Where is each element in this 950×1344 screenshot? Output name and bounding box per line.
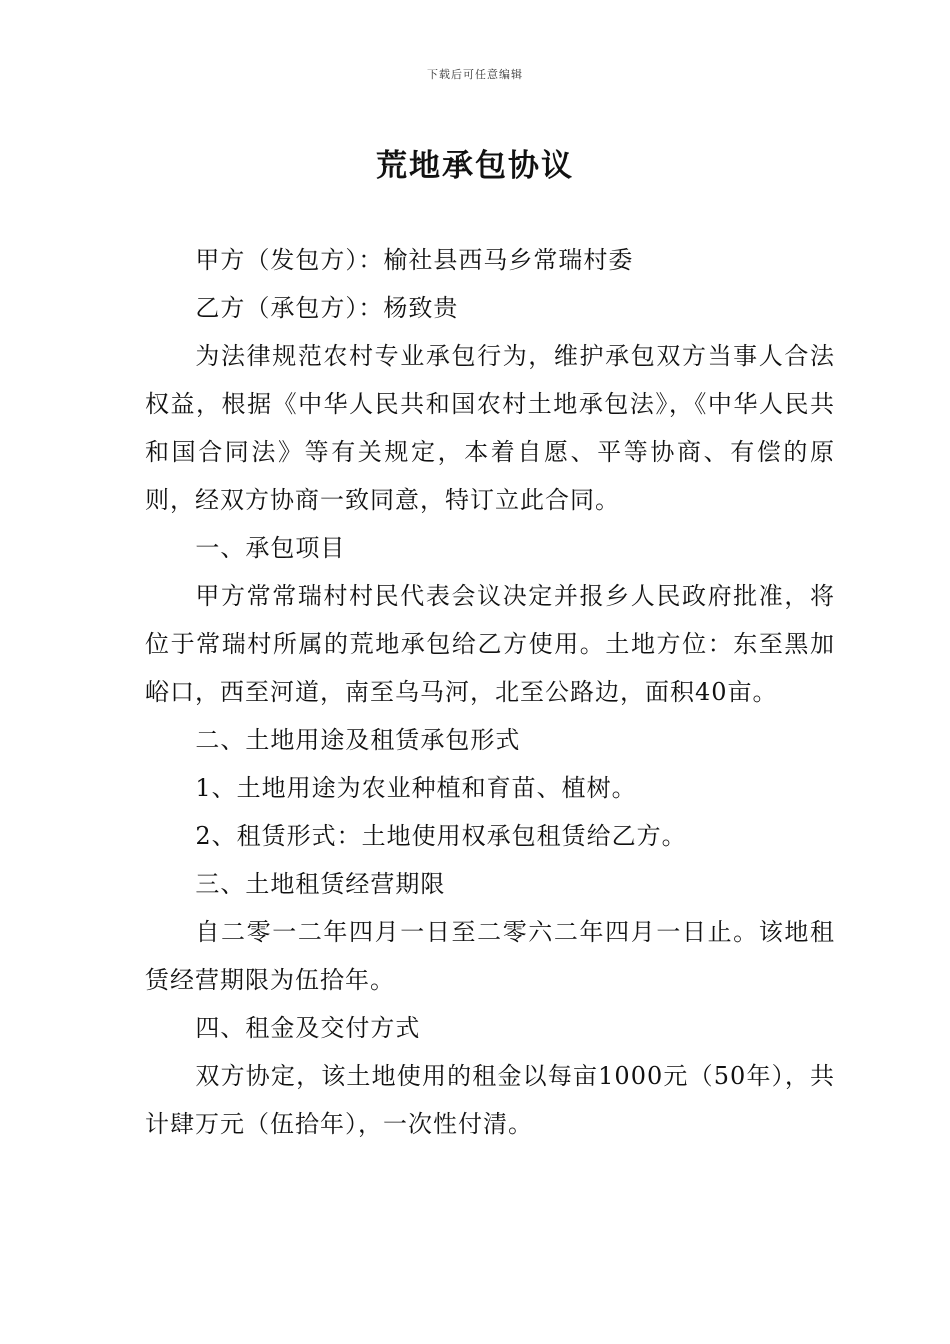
header-note: 下载后可任意编辑 (427, 68, 523, 81)
section-2-item-2: 2、租赁形式：土地使用权承包租赁给乙方。 (195, 822, 687, 850)
party-b-line: 乙方（承包方）：杨致贵 (195, 294, 459, 322)
preamble-paragraph: 为法律规范农村专业承包行为，维护承包双方当事人合法权益，根据《中华人民共和国农村土地承包法》，《中华人民共和国合同法》等有关规定，本着自愿、平等协商、有偿的原则，经双方协商一致同意，特订立此合同。 (145, 342, 835, 514)
section-heading-1: 一、承包项目 (195, 534, 346, 562)
section-heading-4: 四、租金及交付方式 (195, 1014, 421, 1042)
document-body (145, 236, 835, 1148)
section-heading-3: 三、土地租赁经营期限 (195, 870, 446, 898)
document-title: 荒地承包协议 (376, 148, 574, 184)
party-a-line: 甲方（发包方）：榆社县西马乡常瑞村委 (195, 246, 634, 274)
section-4-paragraph: 双方协定，该土地使用的租金以每亩1000元（50年），共计肆万元（伍拾年），一次性付清。 (145, 1062, 835, 1138)
section-1-paragraph: 甲方常常瑞村村民代表会议决定并报乡人民政府批准，将位于常瑞村所属的荒地承包给乙方使用。土地方位：东至黑加峪口，西至河道，南至乌马河，北至公路边，面积40亩。 (145, 582, 835, 706)
section-2-item-1: 1、土地用途为农业种植和育苗、植树。 (195, 774, 637, 802)
section-3-paragraph: 自二零一二年四月一日至二零六二年四月一日止。该地租赁经营期限为伍拾年。 (145, 918, 835, 994)
section-heading-2: 二、土地用途及租赁承包形式 (195, 726, 521, 754)
